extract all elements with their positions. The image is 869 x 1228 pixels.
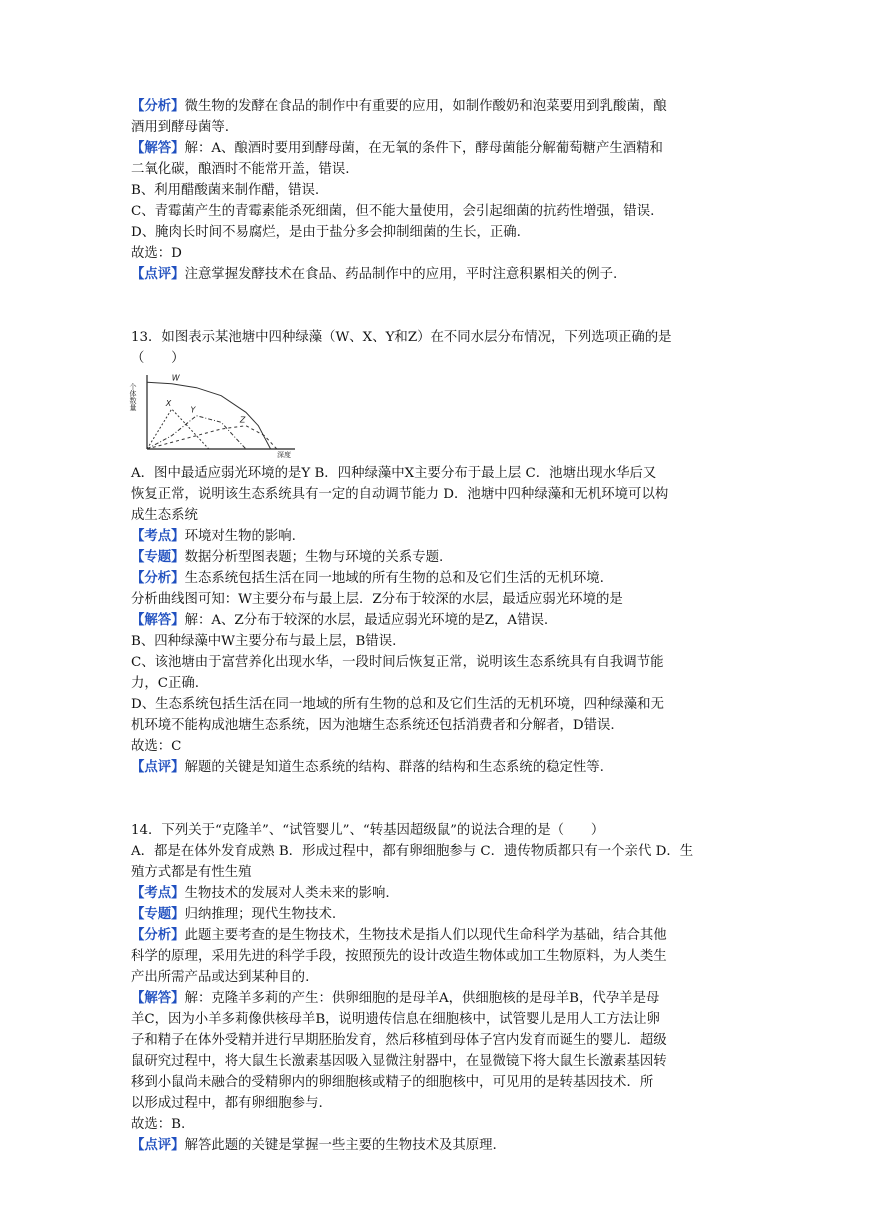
- depth-distribution-chart: [131, 371, 743, 457]
- answer-line: 力，C正确.: [131, 676, 200, 691]
- choice-line: 故选：C: [131, 739, 182, 754]
- series-label-z: Z: [239, 415, 246, 425]
- kaodian-tag: 【考点】: [131, 885, 185, 901]
- kaodian-text: 环境对生物的影响.: [184, 529, 296, 544]
- answer-line: 子和精子在体外受精并进行早期胚胎发育，然后移植到母体子宫内发育而诞生的婴儿．超级: [131, 1033, 667, 1048]
- question-stem: 13．如图表示某池塘中四种绿藻（W、X、Y和Z）在不同水层分布情况，下列选项正确的是: [131, 330, 672, 345]
- series-line-y: [147, 416, 246, 449]
- zhuanti-line: [131, 547, 743, 568]
- answer-line: 二氧化碳，酿酒时不能常开盖，错误.: [131, 162, 350, 177]
- answer-line: 鼠研究过程中，将大鼠生长激素基因吸入显微注射器中，在显微镜下将大鼠生长激素基因转: [131, 1054, 667, 1069]
- comment-tag: 【点评】: [131, 1137, 185, 1153]
- answer-line: 以形成过程中，都有卵细胞参与.: [131, 1096, 323, 1111]
- analysis-text: 微生物的发酵在食品的制作中有重要的应用，如制作酸奶和泡菜要用到乳酸菌，酿: [184, 99, 667, 114]
- x-axis-label: 深度: [277, 451, 291, 459]
- chart-svg: [131, 371, 301, 457]
- answer-tag: 【解答】: [131, 140, 185, 156]
- choice-line: 故选：D: [131, 246, 182, 261]
- options-line: A．都是在体外发育成熟 B．形成过程中，都有卵细胞参与 C．遗传物质都只有一个亲代 D．生: [131, 844, 694, 859]
- answer-text: 解：A、酿酒时要用到酵母菌，在无氧的条件下，酵母菌能分解葡萄糖产生酒精和: [184, 141, 663, 156]
- answer-line: 羊C，因为小羊多莉像供核母羊B，说明遗传信息在细胞核中，试管婴儿是用人工方法让卵: [131, 1012, 660, 1027]
- answer-line: D、腌肉长时间不易腐烂，是由于盐分多会抑制细菌的生长，正确.: [131, 225, 521, 240]
- question-stem: 14．下列关于“克隆羊”、“试管婴儿”、“转基因超级鼠”的说法合理的是（ ）: [131, 823, 605, 838]
- kaodian-text: 生物技术的发展对人类未来的影响.: [184, 886, 390, 901]
- series-label-w: W: [171, 373, 180, 383]
- options-line: 成生态系统: [131, 508, 198, 523]
- answer-line: C、该池塘由于富营养化出现水华，一段时间后恢复正常，说明该生态系统具有自我调节能: [131, 655, 664, 670]
- answer-line: 移到小鼠尚未融合的受精卵内的卵细胞核或精子的细胞核中，可见用的是转基因技术．所: [131, 1075, 654, 1090]
- comment-text: 注意掌握发酵技术在食品、药品制作中的应用，平时注意积累相关的例子.: [184, 267, 618, 282]
- answer-line: D、生态系统包括生活在同一地域的所有生物的总和及它们生活的无机环境，四种绿藻和无: [131, 697, 664, 712]
- analysis-line: 酒用到酵母菌等.: [131, 120, 229, 135]
- zhuanti-line: [131, 904, 743, 925]
- zhuanti-text: 数据分析型图表题；生物与环境的关系专题.: [184, 550, 444, 565]
- comment-tag: 【点评】: [131, 759, 185, 775]
- analysis-line: [131, 925, 743, 946]
- comment-text: 解题的关键是知道生态系统的结构、群落的结构和生态系统的稳定性等.: [184, 760, 604, 775]
- options-line: 殖方式都是有性生殖: [131, 865, 252, 880]
- zhuanti-text: 归纳推理；现代生物技术.: [184, 907, 337, 922]
- analysis-tag: 【分析】: [131, 927, 185, 943]
- answer-tag: 【解答】: [131, 990, 185, 1006]
- analysis-tag: 【分析】: [131, 98, 185, 114]
- answer-line: B、利用醋酸菌来制作醋，错误.: [131, 183, 320, 198]
- choice-line: 故选：B.: [131, 1117, 186, 1132]
- answer-line: [131, 610, 743, 631]
- options-line: A．图中最适应弱光环境的是Y B．四种绿藻中X主要分布于最上层 C．池塘出现水华后又: [131, 466, 657, 481]
- analysis-line: 科学的原理，采用先进的科学手段，按照预先的设计改造生物体或加工生物原料，为人类生: [131, 949, 667, 964]
- zhuanti-tag: 【专题】: [131, 906, 185, 922]
- comment-line: [131, 757, 743, 778]
- answer-line: [131, 988, 743, 1009]
- series-label-y: Y: [190, 405, 196, 415]
- series-line-z: [147, 426, 277, 449]
- analysis-line: [131, 568, 743, 589]
- document-page: [131, 96, 743, 1156]
- zhuanti-tag: 【专题】: [131, 549, 185, 565]
- comment-tag: 【点评】: [131, 266, 185, 282]
- analysis-text: 生态系统包括生活在同一地域的所有生物的总和及它们生活的无机环境.: [184, 571, 604, 586]
- comment-line: [131, 264, 743, 285]
- options-line: 恢复正常，说明该生态系统具有一定的自动调节能力 D．池塘中四种绿藻和无机环境可以构: [131, 487, 669, 502]
- y-axis-label: 个体数量: [129, 383, 137, 411]
- analysis-line: 产出所需产品或达到某种目的.: [131, 970, 310, 985]
- comment-text: 解答此题的关键是掌握一些主要的生物技术及其原理.: [184, 1138, 497, 1153]
- comment-line: [131, 1135, 743, 1156]
- kaodian-tag: 【考点】: [131, 528, 185, 544]
- analysis-line: [131, 96, 743, 117]
- analysis-line: 分析曲线图可知：W主要分布与最上层．Z分布于较深的水层，最适应弱光环境的是: [131, 592, 623, 607]
- analysis-tag: 【分析】: [131, 570, 185, 586]
- series-line-x: [147, 409, 209, 449]
- answer-tag: 【解答】: [131, 612, 185, 628]
- answer-line: C、青霉菌产生的青霉素能杀死细菌，但不能大量使用，会引起细菌的抗药性增强，错误.: [131, 204, 655, 219]
- answer-line: B、四种绿藻中W主要分布与最上层，B错误.: [131, 634, 397, 649]
- question-stem: （ ）: [131, 351, 185, 366]
- answer-line: 机环境不能构成池塘生态系统，因为池塘生态系统还包括消费者和分解者，D错误.: [131, 718, 615, 733]
- analysis-text: 此题主要考查的是生物技术，生物技术是指人们以现代生命科学为基础，结合其他: [184, 928, 667, 943]
- series-label-x: X: [165, 399, 172, 408]
- kaodian-line: [131, 526, 743, 547]
- kaodian-line: [131, 883, 743, 904]
- answer-text: 解：克隆羊多莉的产生：供卵细胞的是母羊A，供细胞核的是母羊B，代孕羊是母: [184, 991, 660, 1006]
- answer-line: [131, 138, 743, 159]
- answer-text: 解：A、Z分布于较深的水层，最适应弱光环境的是Z，A错误.: [184, 613, 549, 628]
